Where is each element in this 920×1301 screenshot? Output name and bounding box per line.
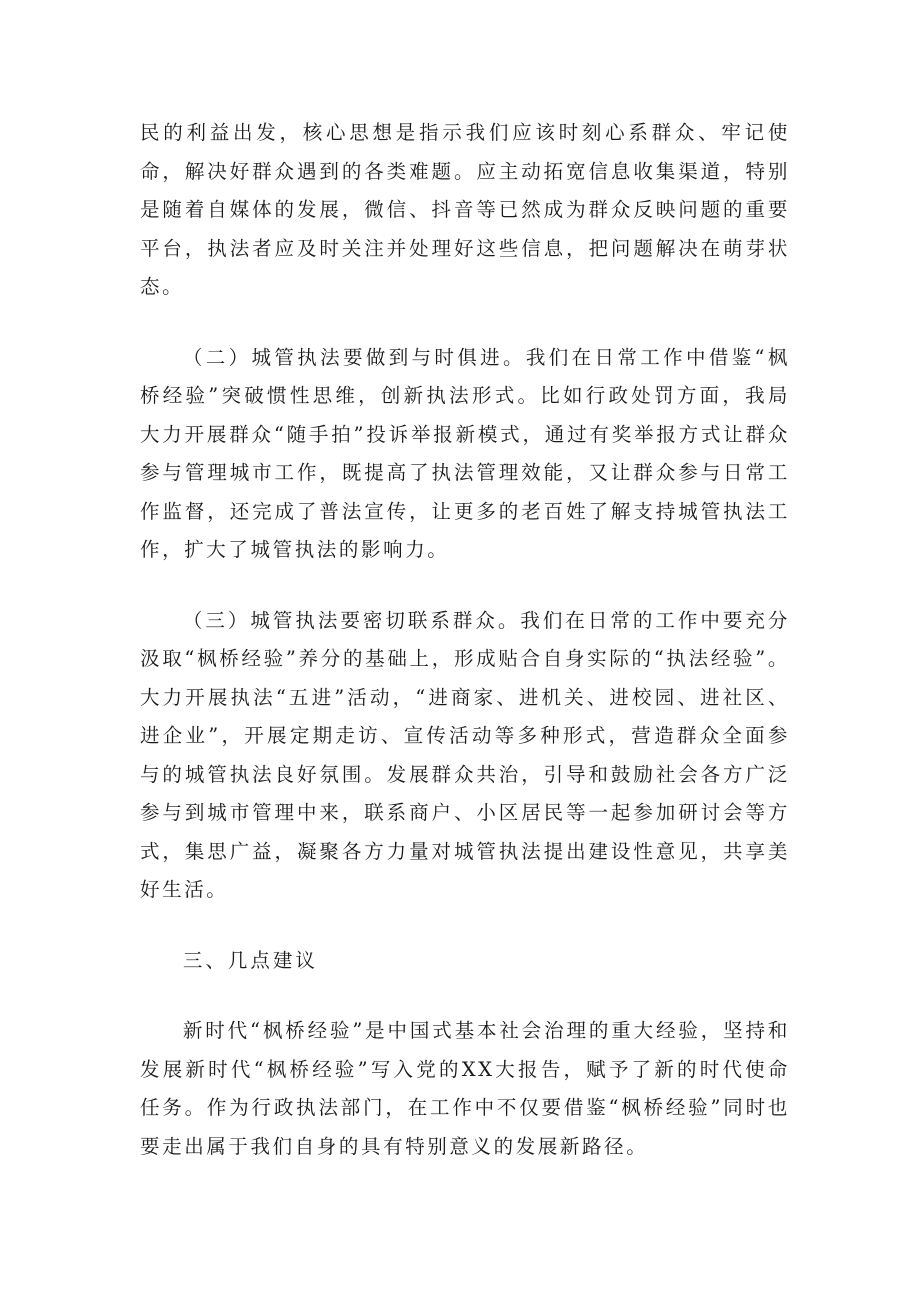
paragraph-section-two: （二）城管执法要做到与时俱进。我们在日常工作中借鉴“枫桥经验”突破惯性思维，创新执法形式。比如行政处罚方面，我局大力开展群众“随手拍”投诉举报新模式，通过有奖举报方式让群众参与管理城市工作，既提高了执法管理效能，又让群众参与日常工作监督，还完成了普法宣传，让更多的老百姓了解支持城管执法工作，扩大了城管执法的影响力。 xyxy=(140,345,790,561)
document-body xyxy=(140,114,790,1166)
section-heading-suggestions: 三、几点建议 xyxy=(182,948,318,972)
paragraph-suggestions-intro: 新时代“枫桥经验”是中国式基本社会治理的重大经验，坚持和发展新时代“枫桥经验”写入党的XX大报告，赋予了新的时代使命任务。作为行政执法部门，在工作中不仅要借鉴“枫桥经验”同时也要走出属于我们自身的具有特别意义的发展新路径。 xyxy=(140,1019,790,1158)
paragraph-continued: 民的利益出发，核心思想是指示我们应该时刻心系群众、牢记使命，解决好群众遇到的各类难题。应主动拓宽信息收集渠道，特别是随着自媒体的发展，微信、抖音等已然成为群众反映问题的重要平台，执法者应及时关注并处理好这些信息，把问题解决在萌芽状态。 xyxy=(140,121,790,298)
paragraph-section-three: （三）城管执法要密切联系群众。我们在日常的工作中要充分汲取“枫桥经验”养分的基础上，形成贴合自身实际的“执法经验”。大力开展执法“五进”活动，“进商家、进机关、进校园、进社区、进企业”，开展定期走访、宣传活动等多种形式，营造群众全面参与的城管执法良好氛围。发展群众共治，引导和鼓励社会各方广泛参与到城市管理中来，联系商户、小区居民等一起参加研讨会等方式，集思广益，凝聚各方力量对城管执法提出建设性意见，共享美好生活。 xyxy=(140,608,790,901)
